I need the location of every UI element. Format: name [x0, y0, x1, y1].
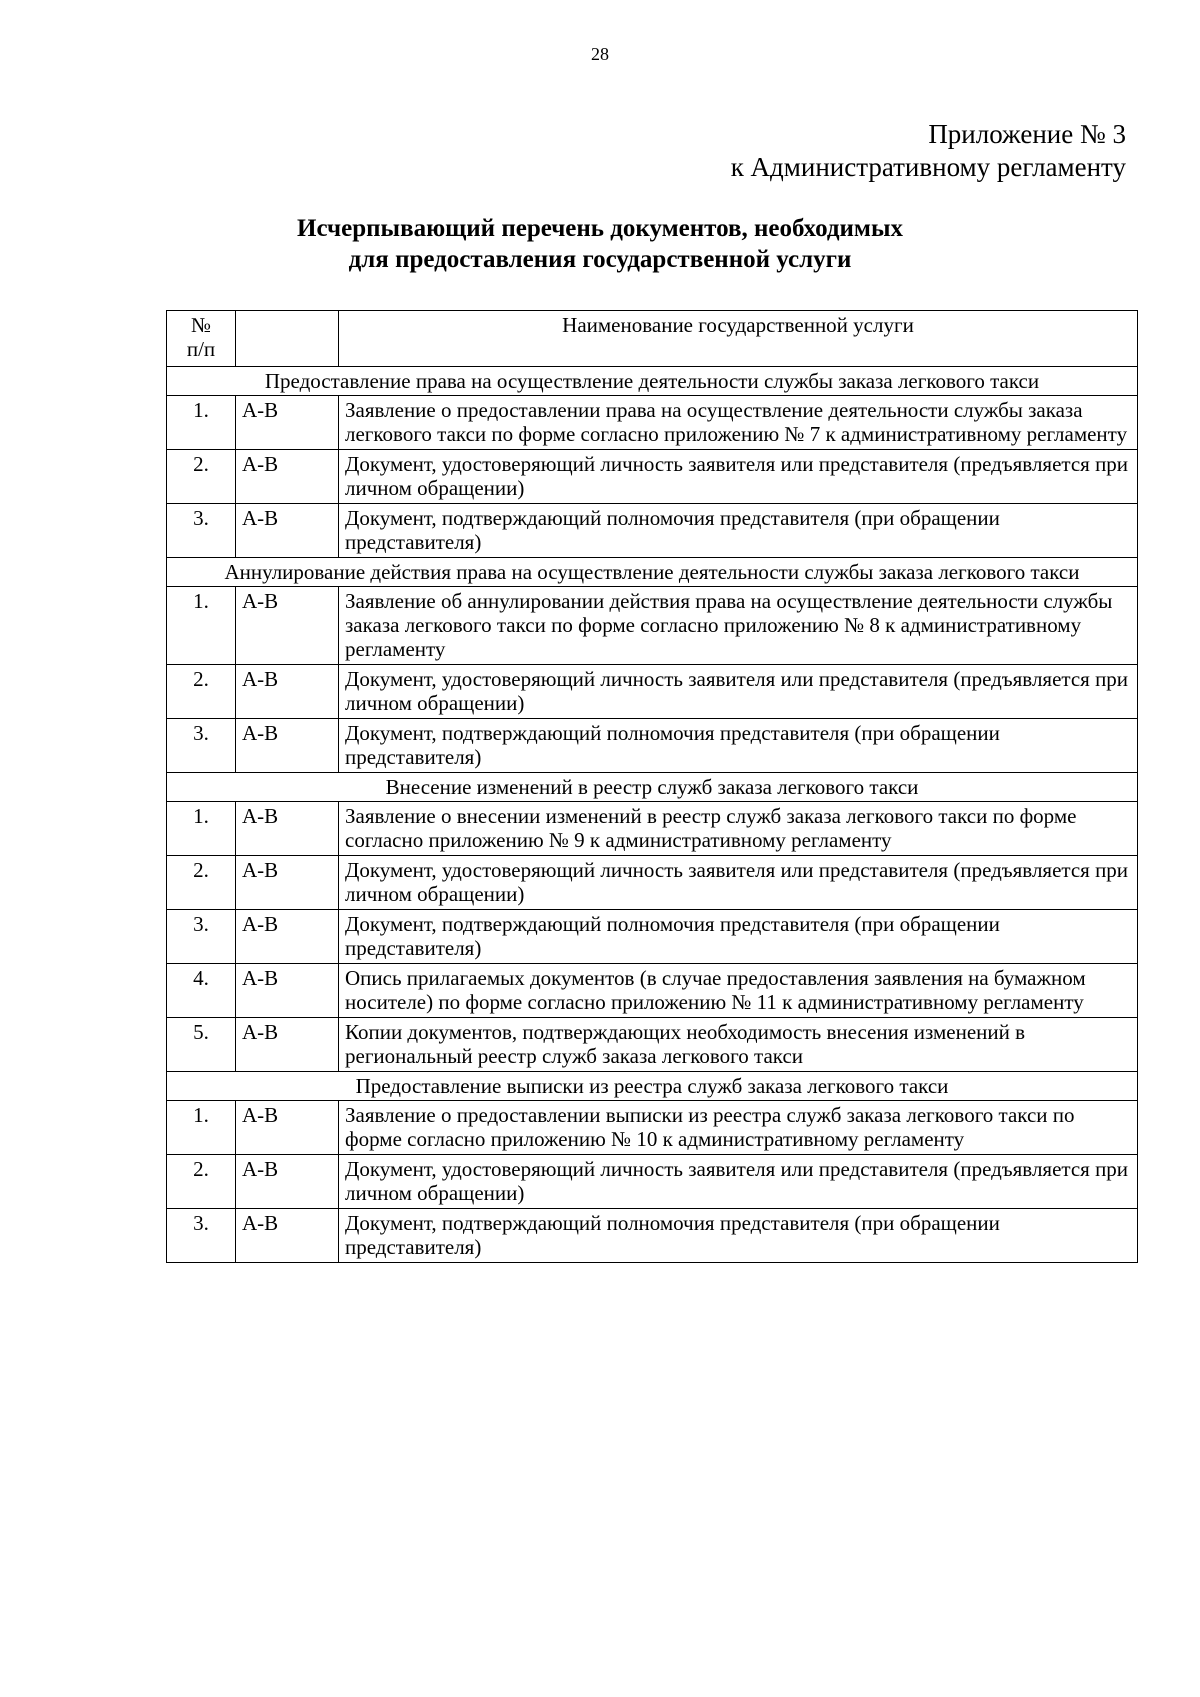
appendix-reference — [731, 118, 1126, 184]
row-code: А-В — [236, 1018, 339, 1072]
section-title: Внесение изменений в реестр служб заказа легкового такси — [167, 773, 1138, 802]
table-row — [167, 802, 1138, 856]
documents-table — [166, 310, 1138, 1263]
table-row — [167, 964, 1138, 1018]
table-row — [167, 504, 1138, 558]
row-code: А-В — [236, 910, 339, 964]
table-row — [167, 1155, 1138, 1209]
row-code: А-В — [236, 504, 339, 558]
row-number: 3. — [167, 719, 236, 773]
row-document-name: Документ, подтверждающий полномочия представителя (при обращении представителя) — [339, 504, 1138, 558]
row-code: А-В — [236, 665, 339, 719]
row-number: 1. — [167, 587, 236, 665]
row-number: 4. — [167, 964, 236, 1018]
row-code: А-В — [236, 1155, 339, 1209]
appendix-number: Приложение № 3 — [928, 119, 1126, 149]
table-row — [167, 587, 1138, 665]
row-document-name: Документ, подтверждающий полномочия представителя (при обращении представителя) — [339, 719, 1138, 773]
row-document-name: Документ, подтверждающий полномочия представителя (при обращении представителя) — [339, 910, 1138, 964]
document-title-line-1: Исчерпывающий перечень документов, необходимых — [297, 215, 903, 242]
table-body — [167, 367, 1138, 1263]
row-document-name: Заявление об аннулировании действия права на осуществление деятельности службы заказа легкового такси по форме согласно приложению № 8 к административному регламенту — [339, 587, 1138, 665]
row-code: А-В — [236, 587, 339, 665]
row-document-name: Заявление о предоставлении выписки из реестра служб заказа легкового такси по форме согласно приложению № 10 к административному регламенту — [339, 1101, 1138, 1155]
page-number: 28 — [591, 44, 609, 64]
row-number: 3. — [167, 910, 236, 964]
document-title-line-2: для предоставления государственной услуги — [348, 246, 852, 273]
table-row — [167, 1209, 1138, 1263]
document-title — [0, 213, 1200, 275]
section-row — [167, 773, 1138, 802]
row-number: 2. — [167, 1155, 236, 1209]
header-num-symbol: № — [190, 313, 212, 337]
section-title: Предоставление выписки из реестра служб заказа легкового такси — [167, 1072, 1138, 1101]
row-code: А-В — [236, 719, 339, 773]
section-title: Аннулирование действия права на осуществление деятельности службы заказа легкового такси — [167, 558, 1138, 587]
row-document-name: Документ, удостоверяющий личность заявителя или представителя (предъявляется при личном обращении) — [339, 450, 1138, 504]
row-document-name: Опись прилагаемых документов (в случае предоставления заявления на бумажном носителе) по форме согласно приложению № 11 к административному регламенту — [339, 964, 1138, 1018]
table-row — [167, 719, 1138, 773]
header-name: Наименование государственной услуги — [339, 311, 1138, 367]
row-code: А-В — [236, 450, 339, 504]
row-document-name: Документ, удостоверяющий личность заявителя или представителя (предъявляется при личном обращении) — [339, 1155, 1138, 1209]
row-document-name: Заявление о внесении изменений в реестр служб заказа легкового такси по форме согласно приложению № 9 к административному регламенту — [339, 802, 1138, 856]
row-document-name: Документ, удостоверяющий личность заявителя или представителя (предъявляется при личном обращении) — [339, 856, 1138, 910]
table-row — [167, 450, 1138, 504]
row-document-name: Документ, подтверждающий полномочия представителя (при обращении представителя) — [339, 1209, 1138, 1263]
row-code: А-В — [236, 1101, 339, 1155]
row-number: 3. — [167, 504, 236, 558]
section-row — [167, 1072, 1138, 1101]
table-row — [167, 856, 1138, 910]
row-number: 3. — [167, 1209, 236, 1263]
appendix-regulation: к Административному регламенту — [730, 152, 1126, 182]
row-number: 1. — [167, 802, 236, 856]
header-num-abbr: п/п — [186, 337, 216, 361]
row-code: А-В — [236, 1209, 339, 1263]
row-document-name: Заявление о предоставлении права на осуществление деятельности службы заказа легкового такси по форме согласно приложению № 7 к административному регламенту — [339, 396, 1138, 450]
row-code: А-В — [236, 802, 339, 856]
row-number: 1. — [167, 396, 236, 450]
row-number: 1. — [167, 1101, 236, 1155]
section-row — [167, 367, 1138, 396]
row-number: 2. — [167, 665, 236, 719]
table-row — [167, 665, 1138, 719]
row-number: 2. — [167, 856, 236, 910]
table-header-row — [167, 311, 1138, 367]
row-code: А-В — [236, 964, 339, 1018]
section-row — [167, 558, 1138, 587]
table-row — [167, 1101, 1138, 1155]
table-row — [167, 396, 1138, 450]
section-title: Предоставление права на осуществление деятельности службы заказа легкового такси — [167, 367, 1138, 396]
row-number: 5. — [167, 1018, 236, 1072]
table-row — [167, 910, 1138, 964]
row-document-name: Копии документов, подтверждающих необходимость внесения изменений в региональный реестр служб заказа легкового такси — [339, 1018, 1138, 1072]
row-code: А-В — [236, 856, 339, 910]
table-row — [167, 1018, 1138, 1072]
header-code — [236, 311, 339, 367]
header-num — [167, 311, 236, 367]
row-document-name: Документ, удостоверяющий личность заявителя или представителя (предъявляется при личном обращении) — [339, 665, 1138, 719]
row-code: А-В — [236, 396, 339, 450]
row-number: 2. — [167, 450, 236, 504]
